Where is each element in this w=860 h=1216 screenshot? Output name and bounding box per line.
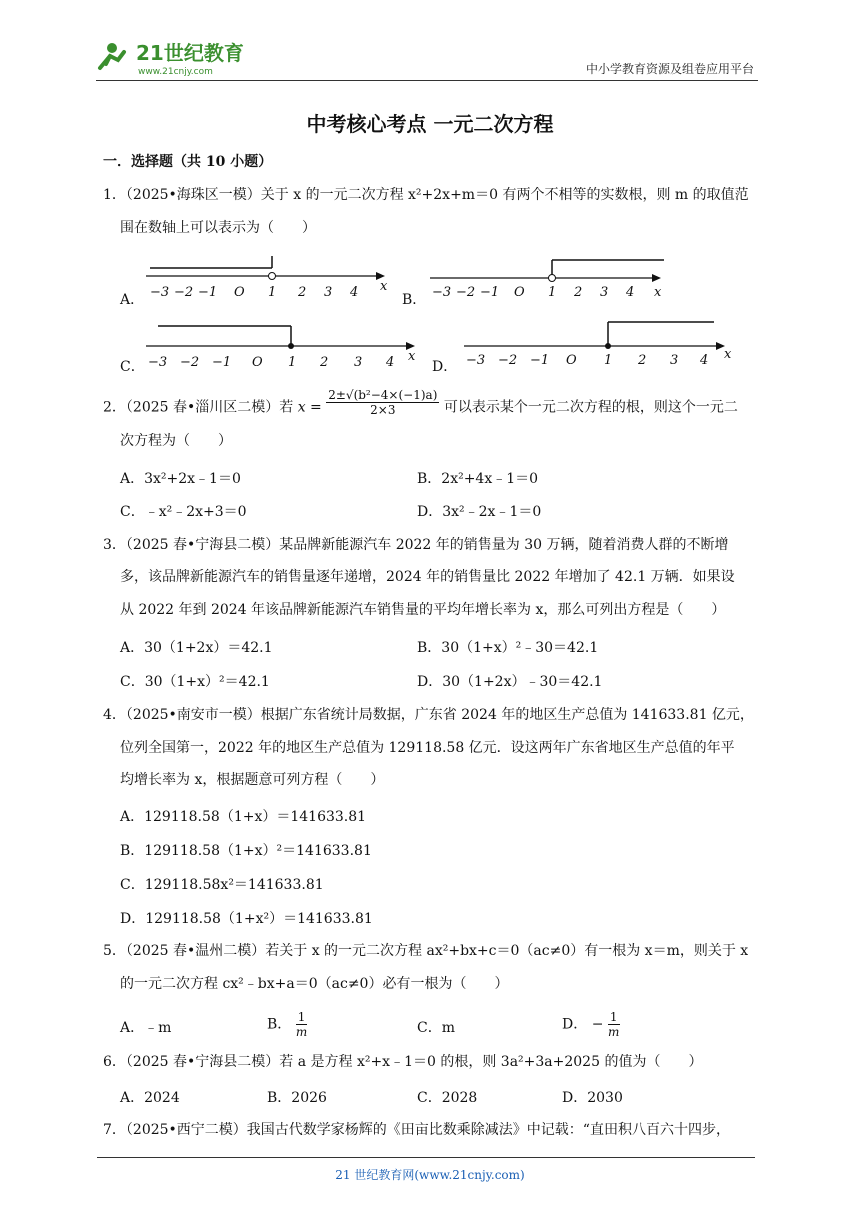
- svg-text:−1: −1: [530, 353, 550, 368]
- q1-option-b-numberline: [424, 252, 674, 300]
- svg-text:2: 2: [320, 355, 329, 370]
- q5-option-a: A．﹣m: [120, 1020, 172, 1036]
- svg-text:1: 1: [548, 285, 557, 300]
- q2-pre: 2．（2025 春•淄川区二模）若: [103, 399, 294, 416]
- svg-text:x: x: [408, 349, 416, 364]
- q2-x-eq: x =: [297, 399, 322, 416]
- q1-option-a-label: A．: [120, 292, 145, 308]
- svg-text:4: 4: [386, 355, 395, 370]
- svg-text:2: 2: [574, 285, 583, 300]
- q2-line1: [103, 388, 738, 417]
- q1-option-c-numberline: [140, 318, 430, 370]
- q1-option-c-label: C．: [120, 359, 145, 375]
- svg-text:−1: −1: [198, 285, 218, 300]
- footer-divider: [97, 1157, 755, 1158]
- svg-text:−3: −3: [432, 285, 452, 300]
- svg-text:−3: −3: [466, 353, 486, 368]
- q4-line2: 位列全国第一，2022 年的地区生产总值为 129118.58 亿元．设这两年广东省地区生产总值的年平: [120, 740, 735, 756]
- svg-text:O: O: [252, 355, 263, 370]
- q6-option-d: D．2030: [562, 1090, 623, 1106]
- q5-b-numerator: 1: [297, 1010, 306, 1024]
- section-heading: 一．选择题（共 10 小题）: [103, 154, 273, 170]
- q3-option-d: D．30（1+2x）﹣30＝42.1: [417, 674, 603, 690]
- platform-name: 中小学教育资源及组卷应用平台: [585, 62, 754, 76]
- q3-line3: 从 2022 年到 2024 年该品牌新能源汽车销售量的平均年增长率为 x，那么可列出方程是（ ）: [120, 602, 726, 618]
- q4-line3: 均增长率为 x，根据题意可列方程（ ）: [120, 772, 385, 788]
- svg-text:−2: −2: [498, 353, 518, 368]
- q4-option-a: A．129118.58（1+x）＝141633.81: [120, 809, 367, 825]
- q6-option-b: B．2026: [267, 1090, 327, 1106]
- svg-text:O: O: [514, 285, 525, 300]
- svg-text:O: O: [566, 353, 577, 368]
- q5-option-d: [562, 1010, 620, 1039]
- q3-option-b: B．30（1+x）²﹣30＝42.1: [417, 640, 599, 656]
- q5-option-d-fraction: [608, 1010, 620, 1039]
- svg-text:2: 2: [298, 285, 307, 300]
- q5-b-denominator: m: [295, 1025, 308, 1039]
- q2-root-formula: [326, 388, 439, 417]
- svg-text:2: 2: [638, 353, 647, 368]
- svg-text:x: x: [654, 285, 662, 300]
- svg-text:4: 4: [350, 285, 359, 300]
- q2-line2: 次方程为（ ）: [120, 433, 232, 449]
- q5-option-b-fraction: [296, 1010, 308, 1039]
- q5-line2: 的一元二次方程 cx²﹣bx+a＝0（ac≠0）必有一根为（ ）: [120, 976, 509, 992]
- svg-text:1: 1: [268, 285, 277, 300]
- q1-option-d-numberline: [458, 318, 748, 370]
- q1-line1: 1．（2025•海珠区一模）关于 x 的一元二次方程 x²+2x+m＝0 有两个不相等的实数根，则 m 的取值范: [103, 187, 749, 203]
- q6-option-c: C．2028: [417, 1090, 478, 1106]
- svg-text:−2: −2: [456, 285, 476, 300]
- svg-text:21世纪教育: 21世纪教育: [136, 41, 244, 65]
- q3-line1: 3．（2025 春•宁海县二模）某品牌新能源汽车 2022 年的销售量为 30 万辆，随着消费人群的不断增: [103, 537, 729, 553]
- svg-text:−3: −3: [148, 355, 168, 370]
- q5-option-b-label: B．: [267, 1016, 292, 1033]
- svg-text:3: 3: [600, 285, 609, 300]
- q5-option-c: C．m: [417, 1020, 455, 1036]
- q4-option-d: D．129118.58（1+x²）＝141633.81: [120, 911, 373, 927]
- q6-option-a: A．2024: [120, 1090, 180, 1106]
- q5-option-b: [267, 1010, 307, 1039]
- q2-frac-numerator: 2±√(b²−4×(−1)a): [328, 388, 438, 402]
- svg-text:O: O: [234, 285, 245, 300]
- q2-option-a: A．3x²+2x﹣1＝0: [120, 471, 241, 487]
- svg-text:www.21cnjy.com: www.21cnjy.com: [138, 67, 213, 77]
- q2-frac-denominator: 2×3: [370, 403, 396, 417]
- q4-option-b: B．129118.58（1+x）²＝141633.81: [120, 843, 372, 859]
- svg-text:3: 3: [670, 353, 679, 368]
- svg-text:1: 1: [288, 355, 297, 370]
- svg-text:−3: −3: [150, 285, 170, 300]
- q2-option-c: C．﹣x²﹣2x+3＝0: [120, 504, 247, 520]
- q5-option-d-label: D．: [562, 1016, 588, 1033]
- q5-option-d-sign: −: [591, 1016, 604, 1033]
- q5-line1: 5．（2025 春•温州二模）若关于 x 的一元二次方程 ax²+bx+c＝0（ac≠0）有一根为 x＝m，则关于 x: [103, 943, 749, 959]
- site-logo: [92, 34, 262, 78]
- svg-text:−2: −2: [180, 355, 200, 370]
- q4-line1: 4．（2025•南安市一模）根据广东省统计局数据，广东省 2024 年的地区生产总值为 141633.81 亿元，: [103, 707, 754, 723]
- page-title: 中考核心考点 一元二次方程: [306, 112, 554, 136]
- q1-option-d-label: D．: [432, 359, 458, 375]
- q7-line1: 7．（2025•西宁二模）我国古代数学家杨辉的《田亩比数乘除减法》中记载：“直田积八百六十四步，: [103, 1122, 730, 1138]
- header-divider: [96, 80, 758, 81]
- q2-option-d: D．3x²﹣2x﹣1＝0: [417, 504, 542, 520]
- svg-text:−2: −2: [174, 285, 194, 300]
- q3-line2: 多，该品牌新能源汽车的销售量逐年递增，2024 年的销售量比 2022 年增加了 42.1 万辆．如果设: [120, 569, 735, 585]
- svg-text:1: 1: [604, 353, 613, 368]
- q5-d-numerator: 1: [609, 1010, 618, 1024]
- svg-text:x: x: [724, 347, 732, 362]
- q3-option-a: A．30（1+2x）＝42.1: [120, 640, 273, 656]
- q1-line2: 围在数轴上可以表示为（ ）: [120, 220, 316, 236]
- q1-option-a-numberline: [140, 248, 400, 300]
- q2-post: 可以表示某个一元二次方程的根，则这个一元二: [443, 399, 738, 416]
- q1-option-b-label: B．: [402, 292, 427, 308]
- svg-text:−1: −1: [212, 355, 232, 370]
- svg-text:3: 3: [354, 355, 363, 370]
- svg-text:−1: −1: [480, 285, 500, 300]
- q4-option-c: C．129118.58x²＝141633.81: [120, 877, 324, 893]
- q3-option-c: C．30（1+x）²＝42.1: [120, 674, 270, 690]
- footer-link[interactable]: 21 世纪教育网(www.21cnjy.com): [335, 1168, 525, 1182]
- q6-line1: 6．（2025 春•宁海县二模）若 a 是方程 x²+x﹣1＝0 的根，则 3a²+3a+2025 的值为（ ）: [103, 1054, 703, 1070]
- svg-text:4: 4: [700, 353, 709, 368]
- q2-option-b: B．2x²+4x﹣1＝0: [417, 471, 539, 487]
- svg-text:x: x: [380, 279, 388, 294]
- svg-text:3: 3: [324, 285, 333, 300]
- svg-text:4: 4: [626, 285, 635, 300]
- q5-d-denominator: m: [608, 1025, 620, 1039]
